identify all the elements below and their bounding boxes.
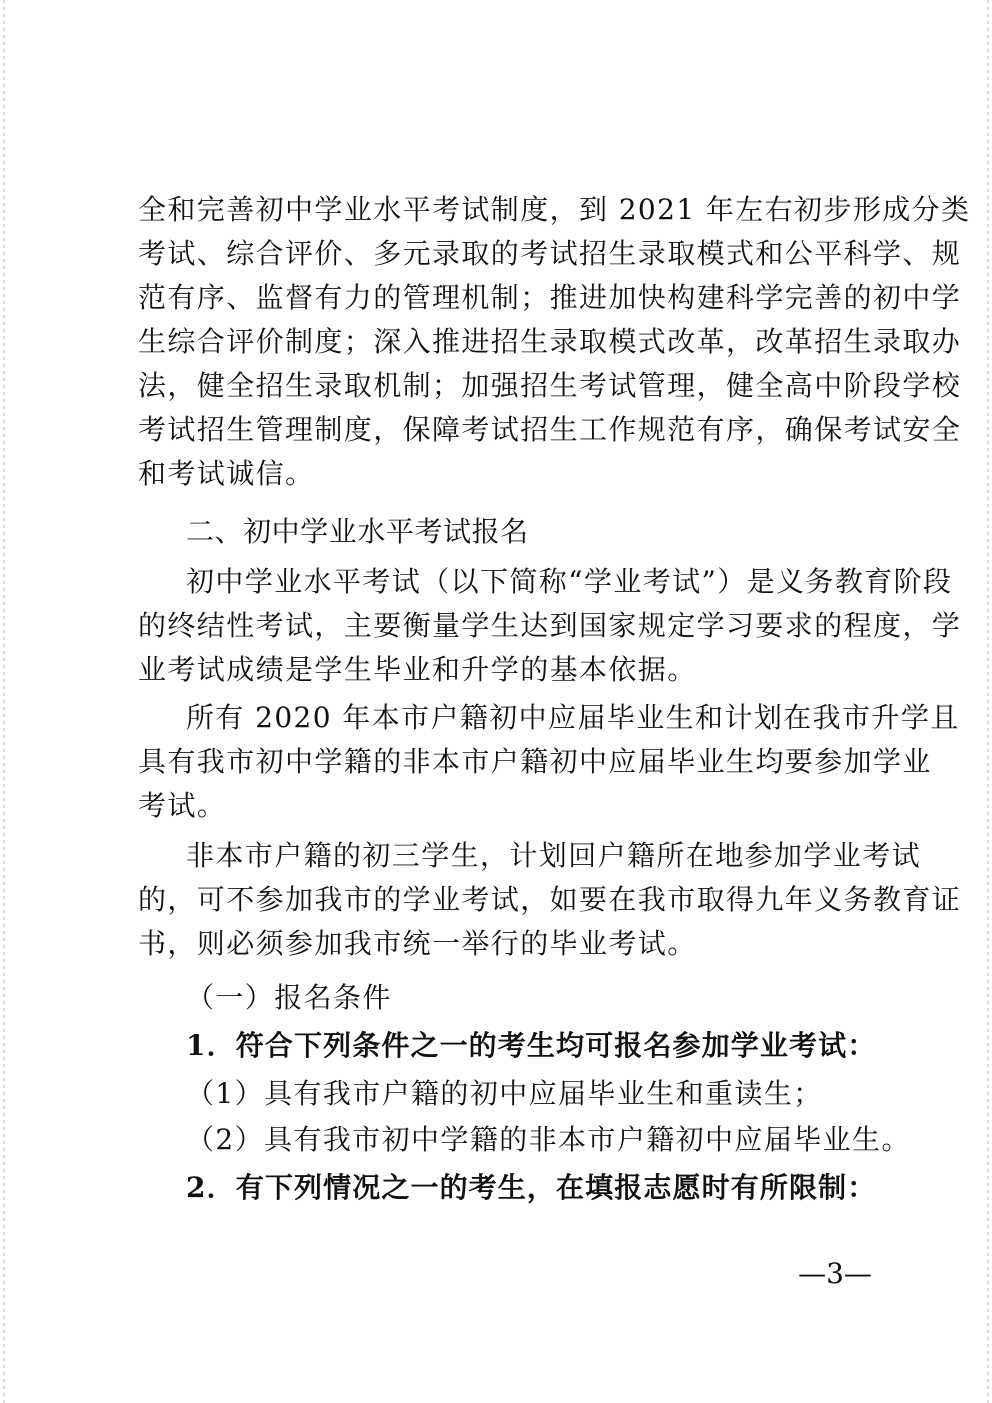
paragraph-line: 初中学业水平考试（以下简称“学业考试”）是义务教育阶段 — [186, 565, 953, 598]
paragraph-line: 业考试成绩是学生毕业和升学的基本依据。 — [138, 653, 697, 686]
requirement-subitem: （1）具有我市户籍的初中应届毕业生和重读生； — [186, 1077, 823, 1110]
requirements-item-1: 1．符合下列条件之一的考生均可报名参加学业考试： — [186, 1029, 877, 1062]
paragraph-line: 非本市户籍的初三学生，计划回户籍所在地参加学业考试 — [186, 839, 922, 872]
scan-left-edge — [3, 0, 5, 1403]
paragraph-line: 全和完善初中学业水平考试制度，到 2021 年左右初步形成分类 — [138, 193, 971, 226]
paragraph-line: 的终结性考试，主要衡量学生达到国家规定学习要求的程度，学 — [138, 609, 962, 642]
paragraph-line: 书，则必须参加我市统一举行的毕业考试。 — [138, 927, 697, 960]
paragraph-line: 范有序、监督有力的管理机制；推进加快构建科学完善的初中学 — [138, 281, 962, 314]
paragraph-line: 和考试诚信。 — [138, 457, 315, 490]
scan-right-edge — [987, 0, 989, 1403]
requirements-item-2: 2．有下列情况之一的考生，在填报志愿时有所限制： — [186, 1171, 877, 1204]
paragraph-line: 的，可不参加我市的学业考试，如要在我市取得九年义务教育证 — [138, 883, 962, 916]
paragraph-line: 考试、综合评价、多元录取的考试招生录取模式和公平科学、规 — [138, 237, 962, 270]
subheading: （一）报名条件 — [186, 981, 392, 1014]
page-number: —3— — [798, 1257, 872, 1290]
paragraph-line: 所有 2020 年本市户籍初中应届毕业生和计划在我市升学且 — [186, 701, 960, 734]
paragraph-line: 法，健全招生录取机制；加强招生考试管理，健全高中阶段学校 — [138, 369, 962, 402]
paragraph-line: 生综合评价制度；深入推进招生录取模式改革，改革招生录取办 — [138, 325, 962, 358]
paragraph-line: 具有我市初中学籍的非本市户籍初中应届毕业生均要参加学业 — [138, 745, 932, 778]
paragraph-line: 考试招生管理制度，保障考试招生工作规范有序，确保考试安全 — [138, 413, 962, 446]
requirement-subitem: （2）具有我市初中学籍的非本市户籍初中应届毕业生。 — [186, 1123, 911, 1156]
section-heading: 二、初中学业水平考试报名 — [186, 515, 529, 548]
paragraph-line: 考试。 — [138, 789, 227, 822]
